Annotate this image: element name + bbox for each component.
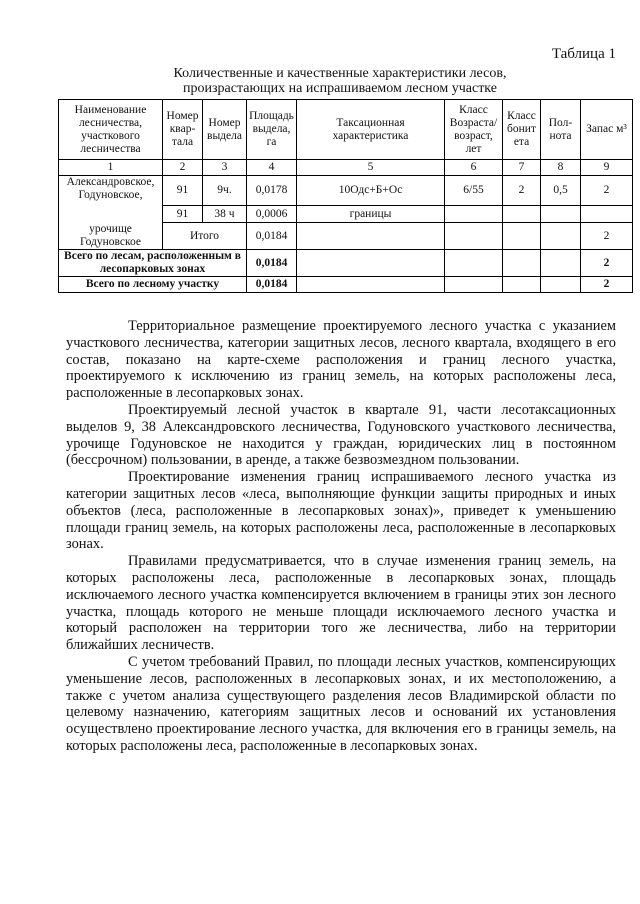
- col-number: 3: [203, 160, 247, 176]
- cell-taxation: [297, 250, 445, 277]
- col-number: 9: [581, 160, 633, 176]
- cell-bonitet: 2: [503, 176, 541, 206]
- cell-taxation: 10Одс+Б+Ос: [297, 176, 445, 206]
- cell-bonitet: [503, 206, 541, 223]
- col-number: 8: [541, 160, 581, 176]
- table-caption-line-1: Количественные и качественные характеристики лесов,: [173, 66, 507, 81]
- header-age-class: Класс Возраста/ возраст, лет: [445, 100, 503, 160]
- column-number-row: [59, 160, 633, 176]
- cell-stock: 2: [581, 250, 633, 277]
- header-taxation: Таксационная характеристика: [297, 100, 445, 160]
- col-number: 2: [163, 160, 203, 176]
- cell-taxation: границы: [297, 206, 445, 223]
- cell-age-class: [445, 206, 503, 223]
- table-number-label: Таблица 1: [551, 46, 616, 62]
- cell-bonitet: [503, 250, 541, 277]
- table-row: [59, 206, 633, 223]
- cell-density: [541, 206, 581, 223]
- col-number: 6: [445, 160, 503, 176]
- cell-area: 0,0178: [247, 176, 297, 206]
- cell-stock: 2: [581, 277, 633, 293]
- cell-area: 0,0184: [247, 277, 297, 293]
- paragraph: Проектирование изменения границ испрашиваемого лесного участка из категории защитных лесов «леса, выполняющие функции защиты природных и иных объектов (леса, расположенные в лесопарковых зонах)», приведет к уменьшению площади границ земель, на которых расположены леса, расположенные в лесопарковых зонах.: [66, 469, 616, 553]
- cell-forestry: [59, 206, 163, 223]
- cell-area: 0,0006: [247, 206, 297, 223]
- cell-total-label: Итого: [163, 223, 247, 250]
- paragraph: Проектируемый лесной участок в квартале 91, части лесотаксационных выделов 9, 38 Александровского лесничества, Годуновского участкового лесничества, урочище Годуновское не находится у граждан, юридических лиц в постоянном (бессрочном) пользовании, в аренде, а также безвозмездном пользовании.: [66, 401, 616, 469]
- col-number: 5: [297, 160, 445, 176]
- cell-forestry: урочище Годуновское: [59, 223, 163, 250]
- paragraph: Территориальное размещение проектируемого лесного участка с указанием участкового лесничества, категории защитных лесов, лесного квартала, входящего в его состав, показано на карте-схеме расположения и границ лесного участка, проектируемого к исключению из границ земель, на которых расположены леса, расположенные в лесопарковых зонах.: [66, 318, 616, 402]
- cell-grand-total-label: Всего по лесному участку: [59, 277, 247, 293]
- col-number: 4: [247, 160, 297, 176]
- cell-quarter: 91: [163, 176, 203, 206]
- cell-total-parks-label: Всего по лесам, расположенным в лесопарковых зонах: [59, 250, 247, 277]
- table-row-grand-total: [59, 277, 633, 293]
- forest-characteristics-table: [58, 99, 633, 293]
- col-number: 1: [59, 160, 163, 176]
- cell-density: [541, 223, 581, 250]
- col-number: 7: [503, 160, 541, 176]
- cell-stock: 2: [581, 176, 633, 206]
- header-bonitet: Класс бонит ета: [503, 100, 541, 160]
- cell-plot: 38 ч: [203, 206, 247, 223]
- header-forestry: Наименование лесничества, участкового лесничества: [59, 100, 163, 160]
- table-row-subtotal: [59, 223, 633, 250]
- table-caption: [150, 66, 530, 96]
- cell-age-class: [445, 277, 503, 293]
- header-area: Площадь выдела, га: [247, 100, 297, 160]
- cell-taxation: [297, 277, 445, 293]
- cell-age-class: [445, 223, 503, 250]
- table-header-row: [59, 100, 633, 160]
- cell-area: 0,0184: [247, 223, 297, 250]
- cell-area: 0,0184: [247, 250, 297, 277]
- paragraph: С учетом требований Правил, по площади лесных участков, компенсирующих уменьшение лесов, расположенных в лесопарковых зонах, и их местоположению, а также с учетом анализа существующего разделения лесов Владимирской области по целевому назначению, категориям защитных лесов и оснований их установления осуществлено проектирование лесного участка, для включения его в границы земель, на которых расположены леса, расположенные в лесопарковых зонах.: [66, 653, 616, 754]
- document-body: [66, 318, 616, 755]
- cell-age-class: [445, 250, 503, 277]
- header-quarter: Номер квар-тала: [163, 100, 203, 160]
- cell-bonitet: [503, 277, 541, 293]
- cell-forestry: Александровское, Годуновское,: [59, 176, 163, 206]
- cell-density: [541, 250, 581, 277]
- header-density: Пол-нота: [541, 100, 581, 160]
- cell-stock: 2: [581, 223, 633, 250]
- table-caption-line-2: произрастающих на испрашиваемом лесном участке: [183, 81, 497, 96]
- cell-plot: 9ч.: [203, 176, 247, 206]
- header-stock: Запас м³: [581, 100, 633, 160]
- cell-age-class: 6/55: [445, 176, 503, 206]
- table-row-total-parks: [59, 250, 633, 277]
- header-plot: Номер выдела: [203, 100, 247, 160]
- cell-density: [541, 277, 581, 293]
- cell-taxation: [297, 223, 445, 250]
- cell-density: 0,5: [541, 176, 581, 206]
- cell-bonitet: [503, 223, 541, 250]
- paragraph: Правилами предусматривается, что в случае изменения границ земель, на которых расположены леса, расположенные в лесопарковых зонах, площадь исключаемого лесного участка компенсируется включением в границы этих зон лесного участка, площадь которого не меньше площади исключаемого лесного участка и который расположен на территории того же лесничества, либо на территории ближайших лесничеств.: [66, 553, 616, 654]
- cell-quarter: 91: [163, 206, 203, 223]
- table-row: [59, 176, 633, 206]
- cell-stock: [581, 206, 633, 223]
